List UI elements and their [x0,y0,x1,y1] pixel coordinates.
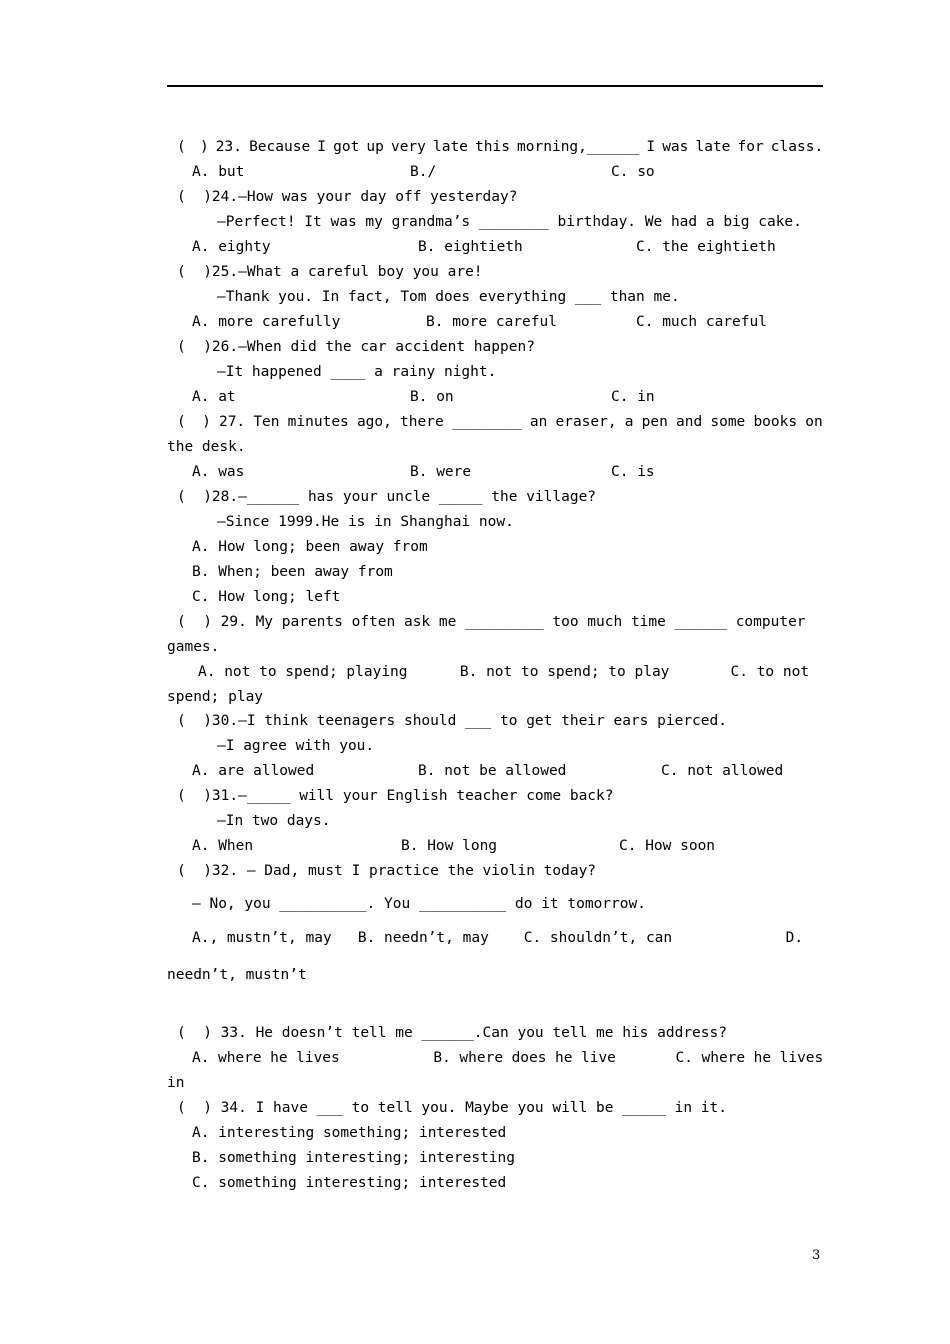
question-line: needn’t, mustn’t [167,967,307,983]
question-line: A. interesting something; interested [192,1125,507,1141]
question-line: C. something interesting; interested [192,1175,507,1191]
answer-option: C. not allowed [661,763,784,779]
question-line: in [167,1075,185,1091]
answer-option: B. How long [401,838,498,854]
answer-option: A. eighty [192,239,271,255]
question-line: ( ) 29. My parents often ask me _________ too much time ______ computer [177,614,806,630]
question-line: ( ) 34. I have ___ to tell you. Maybe you will be _____ in it. [177,1100,727,1116]
question-line: —Since 1999.He is in Shanghai now. [217,514,514,530]
question-line: ( ) 27. Ten minutes ago, there ________ an eraser, a pen and some books on [177,414,823,430]
answer-option: A. at [192,389,236,405]
answer-option: B. on [410,389,454,405]
page-number: 3 [812,1248,821,1263]
question-line: — No, you __________. You __________ do it tomorrow. [192,896,646,912]
question-line: the desk. [167,439,246,455]
question-line: ( )28.—______ has your uncle _____ the village? [177,489,597,505]
question-line: A. How long; been away from [192,539,428,555]
question-line: ( )31.—_____ will your English teacher come back? [177,788,614,804]
question-line: ( )25.—What a careful boy you are! [177,264,483,280]
answer-option: A. When [192,838,254,854]
question-line: ( )30.—I think teenagers should ___ to get their ears pierced. [177,713,727,729]
question-line: —In two days. [217,813,331,829]
answer-option: C. in [611,389,655,405]
answer-option: C. is [611,464,655,480]
header-rule [167,85,823,87]
question-line: A. where he lives B. where does he live C. where he lives [192,1050,824,1066]
answer-option: C. much careful [636,314,767,330]
question-line: —I agree with you. [217,738,375,754]
answer-option: C. so [611,164,655,180]
question-line: ( )26.—When did the car accident happen? [177,339,535,355]
answer-option: A. more carefully [192,314,341,330]
question-line: —It happened ____ a rainy night. [217,364,497,380]
answer-option: B. eightieth [418,239,523,255]
question-line: spend; play [167,689,264,705]
question-line: ( )32. — Dad, must I practice the violin today? [177,863,597,879]
question-line: A., mustn’t, may B. needn’t, may C. shouldn’t, can D. [192,930,804,946]
answer-option: B. were [410,464,472,480]
question-line: games. [167,639,220,655]
answer-option: C. How soon [619,838,716,854]
answer-option: B./ [410,164,437,180]
answer-option: C. the eightieth [636,239,776,255]
question-line: ( ) 23. Because I got up very late this morning,______ I was late for class. [177,139,824,155]
answer-option: A. but [192,164,245,180]
question-line: B. When; been away from [192,564,393,580]
answer-option: B. not be allowed [418,763,567,779]
question-line: —Perfect! It was my grandma’s ________ birthday. We had a big cake. [217,214,802,230]
question-line: C. How long; left [192,589,341,605]
answer-option: B. more careful [426,314,557,330]
question-line: ( ) 33. He doesn’t tell me ______.Can you tell me his address? [177,1025,727,1041]
answer-option: A. are allowed [192,763,315,779]
question-line: ( )24.—How was your day off yesterday? [177,189,518,205]
question-line: B. something interesting; interesting [192,1150,516,1166]
question-line: A. not to spend; playing B. not to spend; to play C. to not [198,664,810,680]
answer-option: A. was [192,464,245,480]
question-line: —Thank you. In fact, Tom does everything ___ than me. [217,289,680,305]
